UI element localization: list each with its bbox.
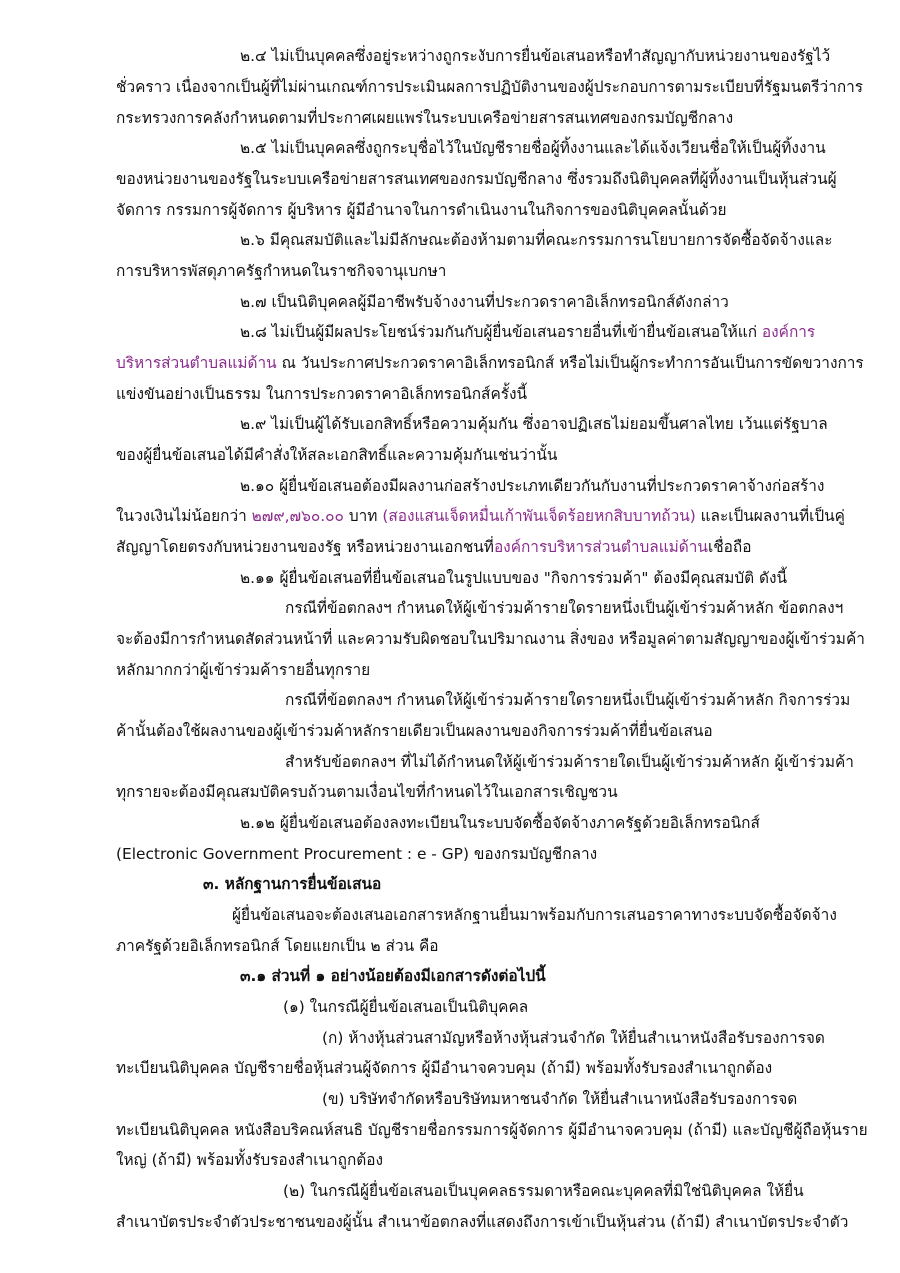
clause-2-6-line-2: การบริหารพัสดุภาครัฐกำหนดในราชกิจจานุเบกษา [116, 262, 447, 280]
item-kh-line-1: (ข) บริษัทจำกัดหรือบริษัทมหาชนจำกัด ให้ยื่นสำเนาหนังสือรับรองการจด [322, 1090, 798, 1108]
clause-2-12-line-2: (Electronic Government Procurement : e - GP) ของกรมบัญชีกลาง [116, 845, 598, 863]
section-3-1-heading: ๓.๑ ส่วนที่ ๑ อย่างน้อยต้องมีเอกสารดังต่อไปนี้ [240, 967, 546, 985]
clause-2-10-text: บาท [343, 507, 383, 525]
clause-2-8-text: ณ วันประกาศประกวดราคาอิเล็กทรอนิกส์ หรือไม่เป็นผู้กระทำการอันเป็นการขัดขวางการ [276, 354, 864, 372]
item-kh-line-2: ทะเบียนนิติบุคคล หนังสือบริคณห์สนธิ บัญชีรายชื่อกรรมการผู้จัดการ ผู้มีอำนาจควบคุม (ถ้ามี) และบัญชีผู้ถือหุ้นราย [116, 1121, 868, 1139]
clause-2-4-line-2: ชั่วคราว เนื่องจากเป็นผู้ที่ไม่ผ่านเกณฑ์การประเมินผลการปฏิบัติงานของผู้ประกอบการตามระเบียบที่รัฐมนตรีว่าการ [116, 78, 864, 96]
clause-2-8-line-3: แข่งขันอย่างเป็นธรรม ในการประกวดราคาอิเล็กทรอนิกส์ครั้งนี้ [116, 385, 528, 403]
clause-2-11-case3-line-1: สำหรับข้อตกลงฯ ที่ไม่ได้กำหนดให้ผู้เข้าร่วมค้ารายใดเป็นผู้เข้าร่วมค้าหลัก ผู้เข้าร่วมค้า [285, 753, 854, 771]
clause-2-10-text: เชื่อถือ [707, 538, 752, 556]
clause-2-8-line-1 [240, 317, 815, 347]
clause-2-11-case3-line-2: ทุกรายจะต้องมีคุณสมบัติครบถ้วนตามเงื่อนไขที่กำหนดไว้ในเอกสารเชิญชวน [116, 783, 618, 801]
org-name-highlight: องค์การ [761, 323, 816, 341]
clause-2-5-line-3: จัดการ กรรมการผู้จัดการ ผู้บริหาร ผู้มีอำนาจในการดำเนินงานในกิจการของนิติบุคคลนั้นด้วย [116, 201, 727, 219]
item-ka-line-2: ทะเบียนนิติบุคคล บัญชีรายชื่อหุ้นส่วนผู้จัดการ ผู้มีอำนาจควบคุม (ถ้ามี) พร้อมทั้งรับรองสำเนาถูกต้อง [116, 1059, 773, 1077]
clause-2-12-line-1: ๒.๑๒ ผู้ยื่นข้อเสนอต้องลงทะเบียนในระบบจัดซื้อจัดจ้างภาครัฐด้วยอิเล็กทรอนิกส์ [240, 814, 760, 832]
item-1-line: (๑) ในกรณีผู้ยื่นข้อเสนอเป็นนิติบุคคล [283, 998, 529, 1016]
clause-2-4-line-3: กระทรวงการคลังกำหนดตามที่ประกาศเผยแพร่ในระบบเครือข่ายสารสนเทศของกรมบัญชีกลาง [116, 109, 734, 127]
clause-2-11-case2-line-1: กรณีที่ข้อตกลงฯ กำหนดให้ผู้เข้าร่วมค้ารายใดรายหนึ่งเป็นผู้เข้าร่วมค้าหลัก กิจการร่วม [285, 691, 851, 709]
clause-2-7-line-1: ๒.๗ เป็นนิติบุคคลผู้มีอาชีพรับจ้างงานที่ประกวดราคาอิเล็กทรอนิกส์ดังกล่าว [240, 293, 729, 311]
clause-2-11-case1-line-3: หลักมากกว่าผู้เข้าร่วมค้ารายอื่นทุกราย [116, 661, 371, 679]
clause-2-10-text: สัญญาโดยตรงกับหน่วยงานของรัฐ หรือหน่วยงานเอกชนที่ [116, 538, 494, 556]
clause-2-4-line-1: ๒.๔ ไม่เป็นบุคคลซึ่งอยู่ระหว่างถูกระงับการยื่นข้อเสนอหรือทำสัญญากับหน่วยงานของรัฐไว้ [240, 47, 831, 65]
clause-2-8-line-2 [116, 348, 864, 378]
clause-2-10-line-2 [116, 501, 845, 531]
section-3-line-1: ผู้ยื่นข้อเสนอจะต้องเสนอเอกสารหลักฐานยื่นมาพร้อมกับการเสนอราคาทางระบบจัดซื้อจัดจ้าง [232, 906, 837, 924]
clause-2-9-line-1: ๒.๙ ไม่เป็นผู้ได้รับเอกสิทธิ์หรือความคุ้มกัน ซึ่งอาจปฏิเสธไม่ยอมขึ้นศาลไทย เว้นแต่รัฐบาล [240, 415, 828, 433]
clause-2-10-text: ในวงเงินไม่น้อยกว่า [116, 507, 252, 525]
section-3-line-2: ภาครัฐด้วยอิเล็กทรอนิกส์ โดยแยกเป็น ๒ ส่วน คือ [116, 937, 439, 955]
section-3-heading: ๓. หลักฐานการยื่นข้อเสนอ [203, 875, 382, 893]
clause-2-10-line-3 [116, 532, 751, 562]
item-2-line-1: (๒) ในกรณีผู้ยื่นข้อเสนอเป็นบุคคลธรรมดาหรือคณะบุคคลที่มิใช่นิติบุคคล ให้ยื่น [283, 1182, 804, 1200]
clause-2-5-line-2: ของหน่วยงานของรัฐในระบบเครือข่ายสารสนเทศของกรมบัญชีกลาง ซึ่งรวมถึงนิติบุคคลที่ผู้ทิ้งงานเป็นหุ้นส่วนผู้ [116, 170, 837, 188]
clause-2-11-line-1: ๒.๑๑ ผู้ยื่นข้อเสนอที่ยื่นข้อเสนอในรูปแบบของ "กิจการร่วมค้า" ต้องมีคุณสมบัติ ดังนี้ [240, 569, 788, 587]
clause-2-11-case1-line-1: กรณีที่ข้อตกลงฯ กำหนดให้ผู้เข้าร่วมค้ารายใดรายหนึ่งเป็นผู้เข้าร่วมค้าหลัก ข้อตกลงฯ [285, 599, 844, 617]
clause-2-6-line-1: ๒.๖ มีคุณสมบัติและไม่มีลักษณะต้องห้ามตามที่คณะกรรมการนโยบายการจัดซื้อจัดจ้างและ [240, 231, 833, 249]
item-kh-line-3: ใหญ่ (ถ้ามี) พร้อมทั้งรับรองสำเนาถูกต้อง [116, 1151, 384, 1169]
item-ka-line-1: (ก) ห้างหุ้นส่วนสามัญหรือห้างหุ้นส่วนจำกัด ให้ยื่นสำเนาหนังสือรับรองการจด [322, 1029, 825, 1047]
clause-2-8-text: ๒.๘ ไม่เป็นผู้มีผลประโยชน์ร่วมกันกับผู้ยื่นข้อเสนอรายอื่นที่เข้ายื่นข้อเสนอให้แก่ [240, 323, 762, 341]
amount-number: ๒๗๙,๗๖๐.๐๐ [251, 507, 344, 525]
item-2-line-2: สำเนาบัตรประจำตัวประชาชนของผู้นั้น สำเนาข้อตกลงที่แสดงถึงการเข้าเป็นหุ้นส่วน (ถ้ามี) สำเนาบัตรประจำตัว [116, 1213, 849, 1231]
clause-2-10-text: และเป็นผลงานที่เป็นคู่ [695, 507, 845, 525]
clause-2-5-line-1: ๒.๕ ไม่เป็นบุคคลซึ่งถูกระบุชื่อไว้ในบัญชีรายชื่อผู้ทิ้งงานและได้แจ้งเวียนชื่อให้เป็นผู้ทิ้งงาน [240, 139, 826, 157]
amount-in-words: (สองแสนเจ็ดหมื่นเก้าพันเจ็ดร้อยหกสิบบาทถ้วน) [382, 507, 696, 525]
clause-2-11-case2-line-2: ค้านั้นต้องใช้ผลงานของผู้เข้าร่วมค้าหลักรายเดียวเป็นผลงานของกิจการร่วมค้าที่ยื่นข้อเสนอ [116, 722, 713, 740]
clause-2-11-case1-line-2: จะต้องมีการกำหนดสัดส่วนหน้าที่ และความรับผิดชอบในปริมาณงาน สิ่งของ หรือมูลค่าตามสัญญาของผู้เข้าร่วมค้า [116, 630, 865, 648]
clause-2-9-line-2: ของผู้ยื่นข้อเสนอได้มีคำสั่งให้สละเอกสิทธิ์และความคุ้มกันเช่นว่านั้น [116, 446, 558, 464]
org-name-highlight: องค์การบริหารส่วนตำบลแม่ด้าน [493, 538, 708, 556]
org-name-highlight: บริหารส่วนตำบลแม่ด้าน [116, 354, 277, 372]
clause-2-10-line-1: ๒.๑๐ ผู้ยื่นข้อเสนอต้องมีผลงานก่อสร้างประเภทเดียวกันกับงานที่ประกวดราคาจ้างก่อสร้าง [240, 477, 825, 495]
